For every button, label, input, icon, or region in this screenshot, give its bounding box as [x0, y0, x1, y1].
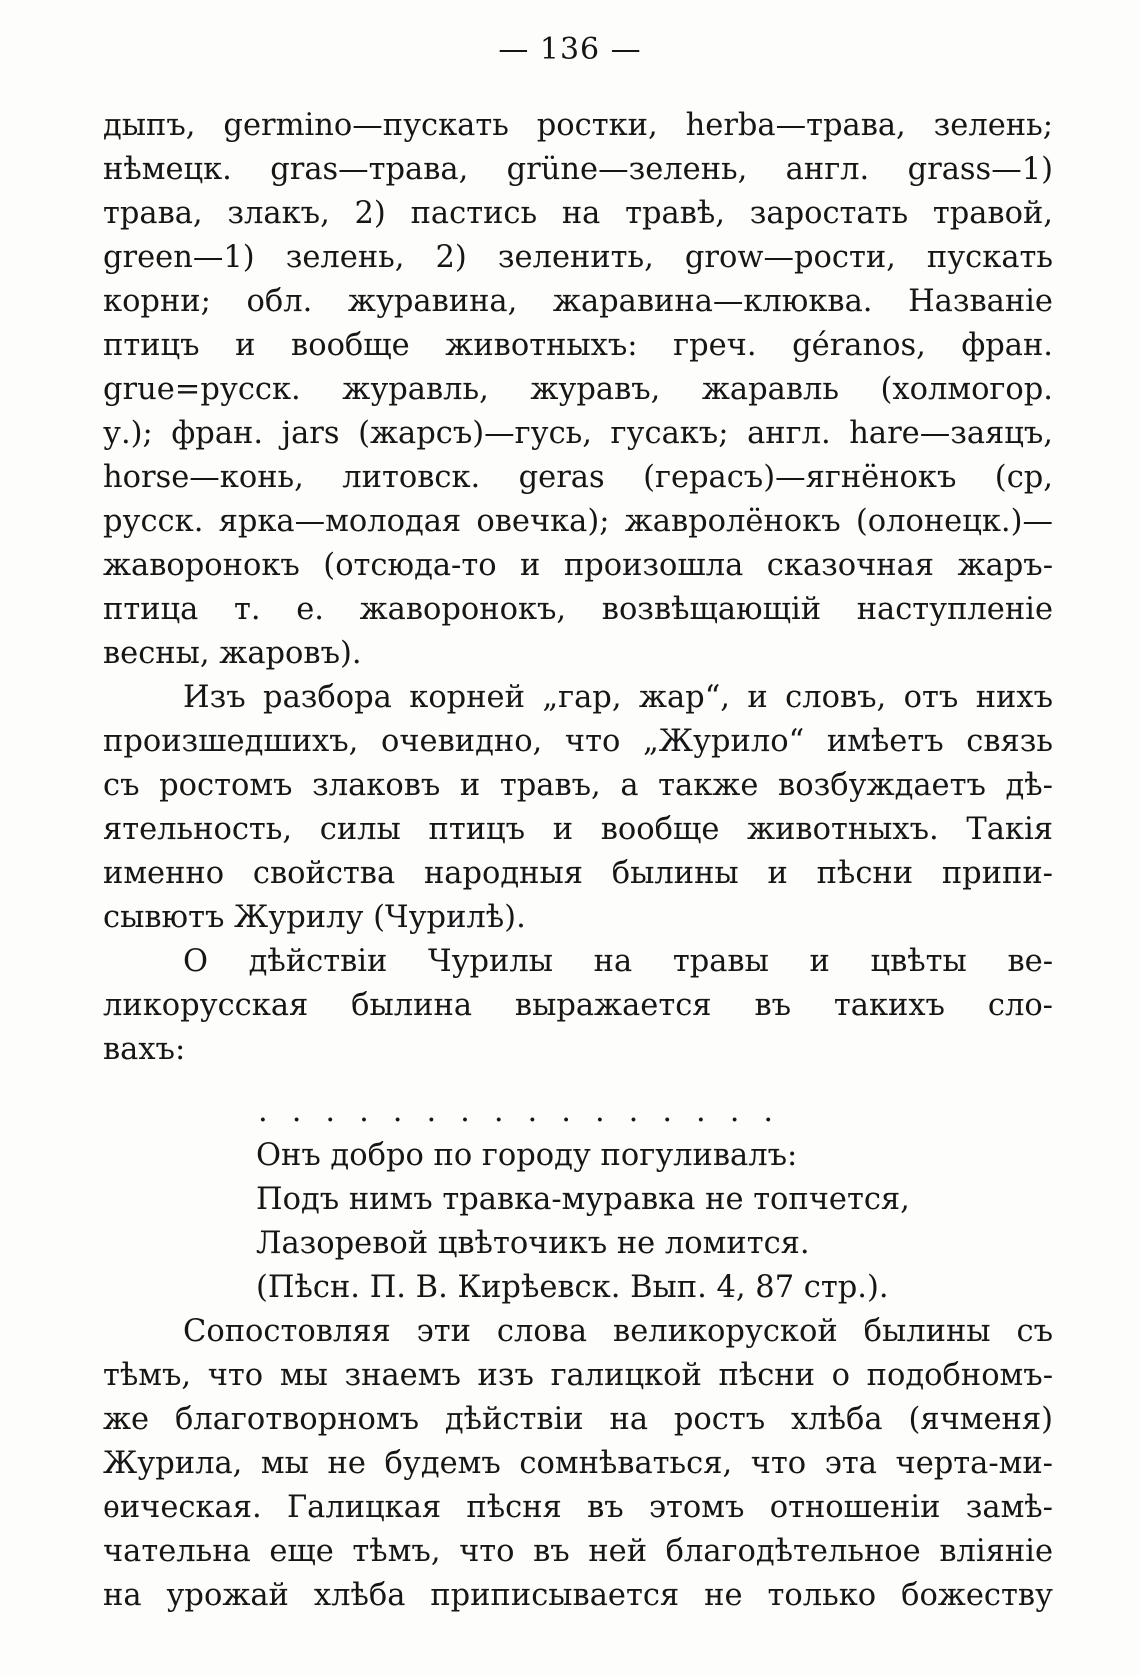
text-line: horse—конь, литовск. geras (герасъ)—ягнёнокъ (ср, [103, 460, 1053, 495]
text-line: дыпъ, germino—пускать ростки, herba—трава, зелень; [103, 108, 1053, 143]
paragraph-4 [103, 1310, 1053, 1618]
verse-citation: (Пѣсн. П. В. Кирѣевск. Вып. 4, 87 стр.). [256, 1270, 889, 1305]
text-line: вахъ: [103, 1032, 186, 1067]
text-line: у.); фран. jars (жарсъ)—гусь, гусакъ; англ. hare—заяцъ, [103, 416, 1053, 451]
text-line: именно свойства народныя былины и пѣсни припи- [103, 856, 1053, 891]
page-number: — 136 — [498, 32, 642, 67]
text-line: Журила, мы не будемъ сомнѣваться, что эта черта-ми- [103, 1446, 1053, 1481]
text-line: произшедшихъ, очевидно, что „Журило“ имѣетъ связь [103, 724, 1053, 759]
paragraph-2 [103, 676, 1053, 940]
text-line: трава, злакъ, 2) пастись на травѣ, заростать травой, [103, 196, 1053, 231]
text-line: птица т. е. жаворонокъ, возвѣщающій наступленіе [103, 592, 1053, 627]
text-line: ятельность, силы птицъ и вообще животныхъ. Такія [103, 812, 1053, 847]
text-line: корни; обл. журавина, жаравина—клюква. Названіе [103, 284, 1053, 319]
text-line: О дѣйствіи Чурилы на травы и цвѣты ве- [183, 944, 1053, 979]
text-line: весны, жаровъ). [103, 636, 362, 671]
verse-line: Онъ добро по городу погуливалъ: [256, 1138, 798, 1173]
text-line: съ ростомъ злаковъ и травъ, а также возбуждаетъ дѣ- [103, 768, 1053, 803]
paragraph-1 [103, 104, 1053, 676]
text-line: чательна еще тѣмъ, что въ ней благодѣтельное вліяніе [103, 1534, 1053, 1569]
text-line: птицъ и вообще животныхъ: греч. géranos, фран. [103, 328, 1053, 363]
text-line: ликорусская былина выражается въ такихъ сло- [103, 988, 1053, 1023]
text-line: green—1) зелень, 2) зеленить, grow—рости, пускать [103, 240, 1053, 275]
text-line: Сопостовляя эти слова великоруской былины съ [183, 1314, 1053, 1349]
text-line: же благотворномъ дѣйствіи на ростъ хлѣба (ячменя) [103, 1402, 1053, 1437]
paragraph-3 [103, 940, 1053, 1072]
text-line: русск. ярка—молодая овечка); жавролёнокъ (олонецк.)— [103, 504, 1053, 539]
text-line: жаворонокъ (отсюда-то и произошла сказочная жаръ- [103, 548, 1053, 583]
text-line: нѣмецк. gras—трава, grüne—зелень, англ. grass—1) [103, 152, 1053, 187]
verse-quote [256, 1090, 1016, 1310]
text-line: на урожай хлѣба приписывается не только божеству [103, 1578, 1053, 1613]
verse-line: Лазоревой цвѣточикъ не ломится. [256, 1226, 810, 1261]
text-line: ѳическая. Галицкая пѣсня въ этомъ отношеніи замѣ- [103, 1490, 1053, 1525]
verse-line: Подъ нимъ травка-муравка не топчется, [256, 1182, 910, 1217]
text-line: сывютъ Журилу (Чурилѣ). [103, 900, 526, 935]
text-line: тѣмъ, что мы знаемъ изъ галицкой пѣсни о подобномъ- [103, 1358, 1053, 1393]
page-body [103, 104, 1053, 1618]
verse-ellipsis: ................ [258, 1094, 798, 1129]
text-line: grue=русск. журавль, журавъ, жаравль (холмогор. [103, 372, 1053, 407]
text-line: Изъ разбора корней „гар, жар“, и словъ, отъ нихъ [183, 680, 1053, 715]
